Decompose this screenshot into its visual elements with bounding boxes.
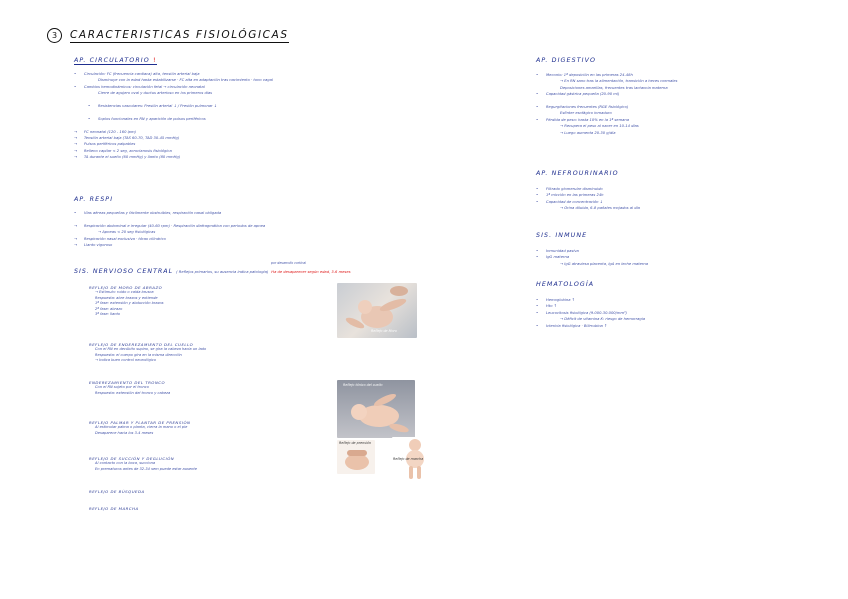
list-item [536,205,640,211]
bullet-marker: • [536,105,539,110]
list-item-text: → IgG atraviesa placenta, IgA en leche materna [560,261,649,266]
bullet-marker: → [74,136,78,141]
heading-ap-circulatorio [74,57,157,65]
list-item [74,154,273,160]
reflex-line: Respuesta: el cuerpo gira en la misma dirección [95,352,182,357]
important-mark: ! [152,57,157,64]
reflex-block [89,456,197,472]
reflex-line: Con el RN en decúbito supino, se gira la cabeza hacia un lado [95,347,207,351]
list-item-text: Esfínter esofágico inmaduro [560,111,612,116]
bullet-marker: • [88,104,91,109]
list-item-text: Relleno capilar < 2 seg, acrocianosis fisiológica [84,148,172,153]
list-item-text: → Déficit de vitamina K: riesgo de hemorragia [560,317,645,322]
heading-ap-digestivo: AP. DIGESTIVO [536,57,597,64]
reflex-line: → Estímulo: ruido o caída brusca [95,290,154,294]
list-item-text: Hto ↑ [546,304,557,309]
list-item-text: IgG materna [546,255,570,260]
heading-hematologia: HEMATOLOGÍA [536,281,595,288]
reflex-line: Desaparece hacia los 3-4 meses [95,430,154,435]
reflex-title: ENDEREZAMIENTO DEL TRONCO [89,380,166,385]
list-hematologia [536,297,645,329]
hand-illustration [337,440,375,474]
reflex-title: REFLEJO DE SUCCIÓN Y DEGLUCIÓN [89,456,175,461]
list-ap-circulatorio [74,71,273,161]
bullet-marker: • [536,249,539,253]
bullet-marker: • [74,72,77,76]
neck-photo-caption: Reflejo tónico del cuello [343,383,383,387]
reflex-line: → Indica buen control neurológico [95,358,157,363]
reflex-line: Al contacto con la boca, succiona [95,461,156,465]
reflex-title: REFLEJO DE BÚSQUEDA [89,489,145,494]
baby-illustration-2 [337,380,415,438]
bullet-marker: → [74,142,78,147]
bullet-marker: → [74,129,78,134]
list-item-text: Capacidad de concentración ↓ [546,199,603,204]
list-ap-respi [74,210,265,248]
list-item-text: Soplos funcionales en RN y aparición de pulsos periféricos [98,116,206,121]
bullet-marker: • [536,199,539,204]
reflex-line: En prematuros antes de 32-34 sem puede estar ausente [95,466,197,471]
bullet-marker: • [536,323,539,328]
heading-sis-inmune: SIS. INMUNE [536,232,588,239]
list-item [536,78,677,84]
heading-sn-central-text: SIS. NERVIOSO CENTRAL [74,268,174,275]
list-item-text: Vías aéreas pequeñas y fácilmente obstruibles, respiración nasal obligada [84,211,222,215]
sn-central-red-note: Ha de desaparecer según edad, 3-6 meses [271,270,351,274]
list-item-text: Deposiciones amarillas, frecuentes tras lactancia materna [560,85,668,90]
list-item [536,261,648,267]
reflex-line: Al estimular palma o planta, cierra la mano o el pie [95,425,188,429]
reflex-line: Respuesta: extensión del tronco y cabeza [95,390,171,395]
bullet-marker: • [536,304,539,309]
reflex-block [89,380,170,396]
list-item-text: → Luego aumenta 20-30 g/día [560,130,616,135]
reflex-block [89,489,145,494]
bullet-marker: → [74,223,78,228]
section-number: 3 [47,28,62,43]
list-item-text: → En RN sano tras la alimentación, transición a heces normales [560,79,678,84]
heading-ap-respi: AP. RESPI [74,196,114,203]
reflex-line: Respuesta: abre brazos y extiende [95,295,158,300]
list-item [536,130,677,136]
bullet-marker: → [74,236,78,241]
list-item-text: → Recupera el peso al nacer en 10-14 días [560,124,639,129]
bullet-marker: • [536,255,539,260]
list-item-text: Circulación: FC (frecuencia cardiaca) alta, tensión arterial baja [84,72,200,76]
bullet-marker: → [74,148,78,153]
bullet-marker: → [74,243,78,248]
walk-photo [392,437,430,481]
list-item-text: → Orina diluida, 6-8 pañales mojados al día [560,206,640,211]
bullet-marker: • [536,193,539,198]
list-ap-digestivo [536,72,677,136]
list-item-text: TA durante el sueño (60 mmHg) y llanto (80 mmHg) [84,155,181,160]
sn-central-annotation: por desarrollo cortical [271,261,306,265]
neck-reflex-photo [337,380,415,438]
list-item [536,316,645,322]
bullet-marker: • [88,116,91,121]
moro-photo-caption: Reflejo de Moro [371,329,397,333]
reflex-line: 1ª fase: extensión y abducción brazos [95,301,164,306]
list-item-text: Cambios hemodinámicos: circulación fetal → circulación neonatal [84,84,205,89]
reflex-line: Con el RN sujeto por el tronco [95,385,149,389]
list-item-text: Ictericia fisiológica · Bilirrubina ↑ [546,323,608,328]
list-item-text: Respiración nasal exclusiva · tórax cilíndrico [84,236,166,241]
list-item [74,77,273,83]
reflex-block [89,285,164,318]
list-item-text: Regurgitaciones frecuentes (RGE fisiológico) [546,105,629,110]
list-item [74,242,265,248]
bullet-marker: • [74,84,77,89]
list-item-text: Leucocitosis fisiológica (9.000-30.000/mm³) [546,310,627,315]
list-item-text: Inmunidad pasiva [546,249,579,253]
walk-photo-caption: Reflejo de marcha [393,457,424,461]
bullet-marker: • [536,117,539,122]
list-item-text: Resistencias vasculares: Presión arterial ↓ / Presión pulmonar ↓ [98,104,217,109]
list-item [536,323,645,329]
list-item-text: Meconio: 1ª deposición en las primeras 24-48h [546,73,633,77]
bullet-marker: • [536,298,539,302]
sn-central-note: ( Reflejos primarios, su ausencia indica patología) [176,270,269,274]
page-title: CARACTERISTICAS FISIOLÓGICAS [70,28,289,41]
grasp-photo-caption: Reflejo de prensión [339,441,371,445]
heading-ap-nefrourinario: AP. NEFROURINARIO [536,170,619,177]
bullet-marker: • [536,73,539,77]
heading-sn-central [74,261,351,275]
bullet-marker: • [74,211,77,215]
list-sis-inmune [536,248,648,267]
list-item-text: Capacidad gástrica pequeña (20-90 ml) [546,92,620,97]
reflex-title: REFLEJO DE ENDEREZAMIENTO DEL CUELLO [89,342,194,347]
reflex-title: REFLEJO DE MARCHA [89,506,139,511]
reflex-block [89,506,139,511]
list-ap-nefrourinario [536,186,640,212]
list-item-text: Pérdida de peso: hasta 10% en la 1ª semana [546,117,630,122]
list-item-text: Tensión arterial baja (TAS 60-70, TAD 30-45 mmHg) [84,136,180,141]
list-item-text: 1ª micción en las primeras 24h [546,193,604,198]
bullet-marker: • [536,187,539,191]
list-item-text: Disminuye con la edad hasta estabilizarse · FC alta en adaptación tras nacimiento · tono vagal [98,78,273,83]
reflex-title: REFLEJO PALMAR Y PLANTAR DE PRENSIÓN [89,420,191,425]
list-item-text: Respiración abdominal e irregular (40-60 rpm) · Respiración diafragmática con periodos de apnea [84,223,266,228]
heading-ap-circulatorio-text: AP. CIRCULATORIO [74,57,150,64]
bullet-marker: → [74,155,78,160]
list-item-text: Cierre de agujero oval y ductus arterioso en los primeros días [98,91,213,96]
list-item-text: Hemoglobina ↑ [546,298,575,302]
reflex-title: REFLEJO DE MORO DE ABRAZO [89,285,163,290]
reflex-line: 3ª fase: llanto [95,312,121,317]
list-item-text: Pulsos periféricos palpables [84,142,136,147]
page-header [47,28,289,43]
list-item-text: Filtrado glomerular disminuido [546,187,603,191]
bullet-marker: • [536,310,539,315]
list-item-text: FC neonatal (120 - 160 lpm) [84,129,136,134]
grasp-photo [337,440,375,474]
reflex-line: 2ª fase: abrazo [95,306,123,311]
reflex-block [89,420,190,436]
list-item-text: Llanto vigoroso [84,243,113,248]
moro-photo [337,283,417,338]
list-item-text: → Apneas < 20 seg fisiológicas [98,230,156,235]
reflex-block [89,342,206,364]
bullet-marker: • [536,92,539,97]
